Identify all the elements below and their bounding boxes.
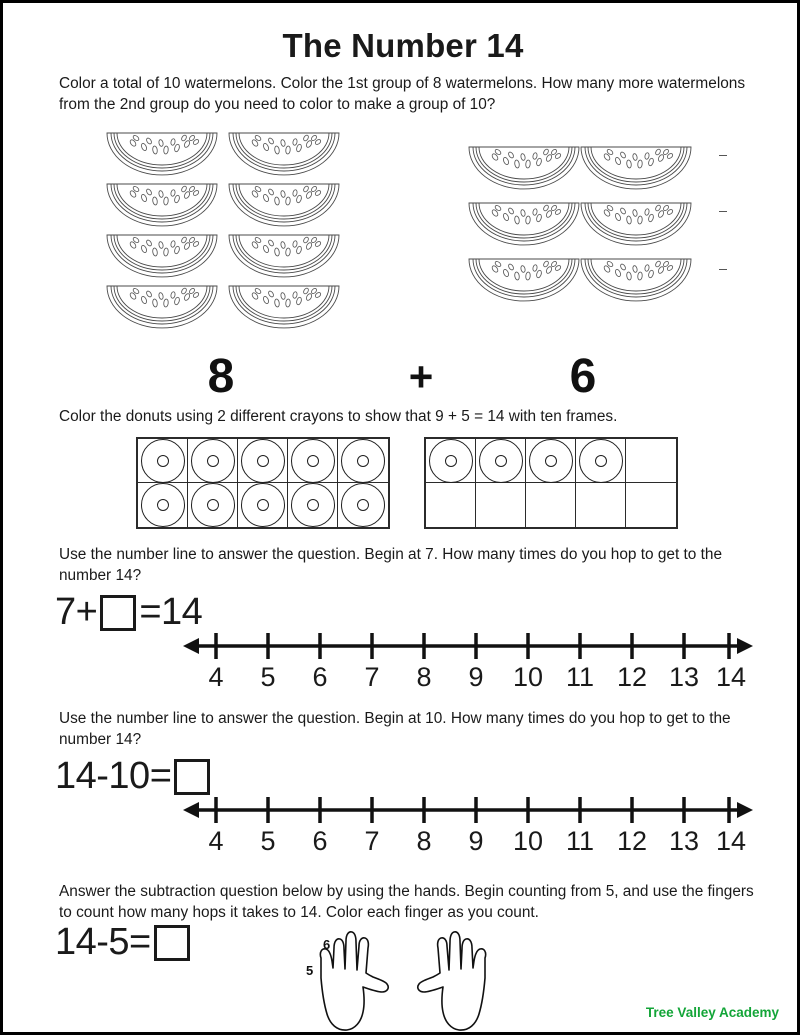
number-line-one-labels — [183, 663, 753, 691]
donut-icon[interactable] — [141, 439, 185, 483]
number-line-two-labels — [183, 827, 753, 855]
donut-icon[interactable] — [291, 439, 335, 483]
ten-frame-cell[interactable] — [476, 439, 526, 483]
nl2-tick-label: 5 — [260, 826, 276, 856]
row-tick-mark — [719, 155, 727, 156]
donut-icon[interactable] — [429, 439, 473, 483]
watermelon-slice-icon[interactable] — [465, 199, 583, 247]
watermelon-slice-icon[interactable] — [465, 143, 583, 191]
nl2-tick-label: 13 — [668, 826, 700, 856]
watermelon-slice-icon[interactable] — [577, 255, 695, 303]
watermelon-slice-icon[interactable] — [465, 255, 583, 303]
nl1-tick-label: 11 — [565, 662, 595, 692]
donuts-instruction: Color the donuts using 2 different crayons to show that 9 + 5 = 14 with ten frames. — [59, 408, 618, 425]
ten-frame-cell[interactable] — [526, 483, 576, 527]
ten-frame-cell[interactable] — [288, 483, 338, 527]
donut-icon[interactable] — [141, 483, 185, 527]
nl1-tick-label: 9 — [468, 662, 484, 692]
row-tick-mark — [719, 211, 727, 212]
number-sentence-row — [3, 351, 800, 403]
ten-frame-cell[interactable] — [626, 439, 676, 483]
donut-icon[interactable] — [529, 439, 573, 483]
answer-box-two[interactable] — [174, 759, 210, 795]
hand-outline-icon-left — [320, 932, 388, 1030]
ten-frame-cell[interactable] — [338, 439, 388, 483]
watermelon-instruction: Color a total of 10 watermelons. Color the 1st group of 8 watermelons. How many more watermelons from the 2nd group do you need to color to make a group of 10? — [59, 75, 746, 113]
nl1-tick-label: 5 — [260, 662, 276, 692]
ten-frame-cell[interactable] — [188, 439, 238, 483]
nl2-tick-label: 11 — [565, 826, 595, 856]
watermelon-slice-icon[interactable] — [225, 180, 343, 228]
watermelon-slice-icon[interactable] — [225, 231, 343, 279]
equation-two — [55, 755, 213, 798]
watermelon-group-second — [465, 143, 689, 311]
ten-frame-cell[interactable] — [626, 483, 676, 527]
ten-frame-cell[interactable] — [426, 439, 476, 483]
nl2-tick-label: 7 — [364, 826, 380, 856]
ten-frame-cell[interactable] — [138, 483, 188, 527]
equation-two-left: 14-10= — [55, 755, 172, 797]
first-group-count: 8 — [207, 350, 235, 403]
watermelon-slice-icon[interactable] — [103, 231, 221, 279]
donut-icon[interactable] — [241, 483, 285, 527]
ten-frame-cell[interactable] — [338, 483, 388, 527]
donut-icon[interactable] — [341, 483, 385, 527]
ten-frame-right — [424, 437, 678, 529]
ten-frame-left — [136, 437, 390, 529]
ten-frame-cell[interactable] — [238, 439, 288, 483]
numberline-2-instruction: Use the number line to answer the question. Begin at 10. How many times do you hop to get to the number 14? — [59, 710, 731, 748]
watermelon-slice-icon[interactable] — [577, 143, 695, 191]
watermelon-group-first — [103, 129, 347, 333]
nl1-tick-label: 4 — [208, 662, 224, 692]
donut-icon[interactable] — [191, 439, 235, 483]
nl2-tick-label: 4 — [208, 826, 224, 856]
watermelon-slice-icon[interactable] — [225, 282, 343, 330]
ten-frame-cell[interactable] — [576, 483, 626, 527]
plus-operator: + — [408, 353, 434, 400]
row-tick-mark — [719, 269, 727, 270]
nl1-tick-label: 14 — [715, 662, 747, 692]
ten-frame-cell[interactable] — [288, 439, 338, 483]
nl1-tick-label: 6 — [312, 662, 328, 692]
page-title: The Number 14 — [282, 27, 524, 64]
donut-icon[interactable] — [579, 439, 623, 483]
hand-count-label-6: 6 — [323, 937, 331, 952]
hands-illustration — [303, 928, 503, 1033]
answer-box-three[interactable] — [154, 925, 190, 961]
watermelon-slice-icon[interactable] — [103, 129, 221, 177]
ten-frame-cell[interactable] — [426, 483, 476, 527]
numberline-1-instruction: Use the number line to answer the question. Begin at 7. How many times do you hop to get to the number 14? — [59, 546, 723, 584]
donut-icon[interactable] — [341, 439, 385, 483]
nl2-tick-label: 8 — [416, 826, 432, 856]
ten-frame-cell[interactable] — [576, 439, 626, 483]
equation-one-left: 7+ — [55, 591, 98, 633]
equation-three-left: 14-5= — [55, 921, 151, 963]
donut-icon[interactable] — [241, 439, 285, 483]
hand-count-label-5: 5 — [306, 963, 314, 978]
nl2-tick-label: 12 — [616, 826, 648, 856]
nl2-tick-label: 14 — [715, 826, 747, 856]
watermelon-slice-icon[interactable] — [103, 282, 221, 330]
equation-one-right: =14 — [139, 591, 203, 633]
watermelon-slice-icon[interactable] — [577, 199, 695, 247]
nl2-tick-label: 6 — [312, 826, 328, 856]
equation-one — [55, 591, 202, 634]
nl1-tick-label: 7 — [364, 662, 380, 692]
nl2-tick-label: 9 — [468, 826, 484, 856]
second-group-count: 6 — [569, 350, 597, 403]
number-line-two — [183, 793, 753, 855]
donut-icon[interactable] — [291, 483, 335, 527]
ten-frame-cell[interactable] — [526, 439, 576, 483]
ten-frame-cell[interactable] — [188, 483, 238, 527]
nl1-tick-label: 13 — [668, 662, 700, 692]
watermelon-slice-icon[interactable] — [225, 129, 343, 177]
nl1-tick-label: 8 — [416, 662, 432, 692]
equation-three — [55, 921, 193, 964]
watermelon-slice-icon[interactable] — [103, 180, 221, 228]
nl1-tick-label: 10 — [512, 662, 544, 692]
donut-icon[interactable] — [191, 483, 235, 527]
ten-frame-cell[interactable] — [476, 483, 526, 527]
hands-instruction: Answer the subtraction question below by using the hands. Begin counting from 5, and use the fingers to count how many hops it takes to 14. Color each finger as you count. — [59, 883, 754, 921]
hand-outline-icon-right — [418, 932, 486, 1030]
ten-frame-cell[interactable] — [238, 483, 288, 527]
nl2-tick-label: 10 — [512, 826, 544, 856]
brand-footer: Tree Valley Academy — [645, 1005, 779, 1020]
nl1-tick-label: 12 — [616, 662, 648, 692]
number-line-one — [183, 629, 753, 691]
answer-box-one[interactable] — [100, 595, 136, 631]
donut-icon[interactable] — [479, 439, 523, 483]
ten-frame-cell[interactable] — [138, 439, 188, 483]
